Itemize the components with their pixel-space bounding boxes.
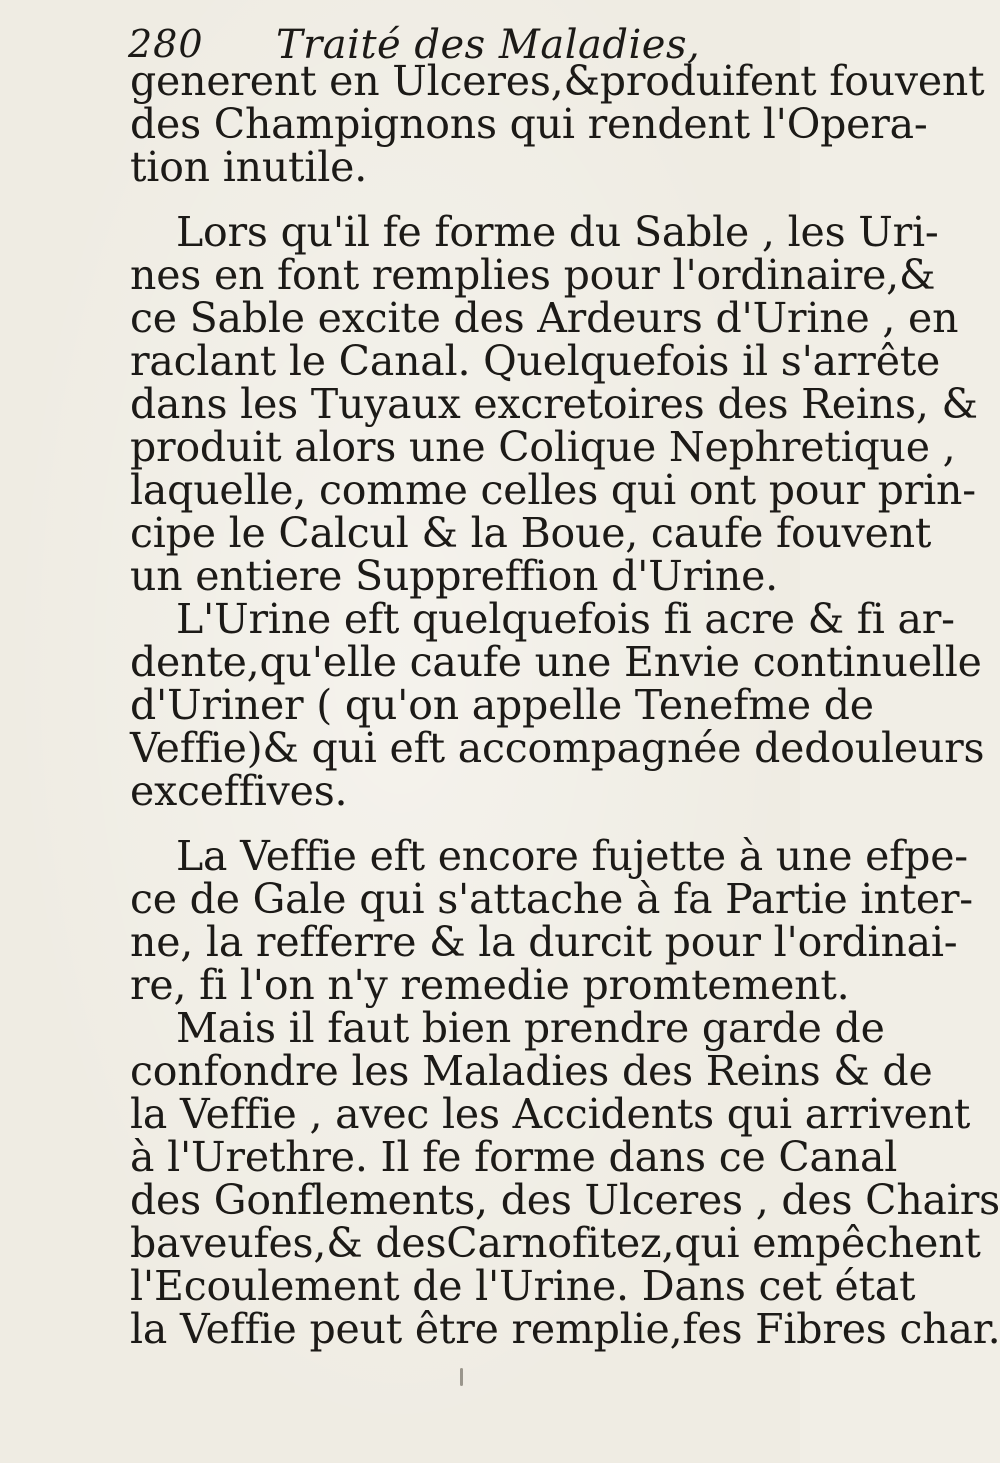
text-line: tion inutile. bbox=[130, 143, 368, 191]
text-line: confondre les Maladies des Reins & de bbox=[130, 1047, 933, 1095]
text-line: exceffives. bbox=[130, 767, 348, 815]
text-line: L'Urine eft quelquefois fi acre & fi ar- bbox=[176, 595, 955, 643]
text-line: laquelle, comme celles qui ont pour prin- bbox=[130, 466, 976, 514]
text-line: des Champignons qui rendent l'Opera- bbox=[130, 100, 928, 148]
text-line: cipe le Calcul & la Boue, caufe fouvent bbox=[130, 509, 932, 557]
text-line: l'Ecoulement de l'Urine. Dans cet état bbox=[130, 1262, 916, 1310]
text-line: ce Sable excite des Ardeurs d'Urine , en bbox=[130, 294, 959, 342]
ink-mark bbox=[460, 1368, 463, 1386]
body-text bbox=[130, 57, 1000, 1353]
text-line: à l'Urethre. Il fe forme dans ce Canal bbox=[130, 1133, 898, 1181]
text-line: ce de Gale qui s'attache à fa Partie inter- bbox=[130, 875, 973, 923]
text-line: d'Uriner ( qu'on appelle Tenefme de bbox=[130, 681, 874, 729]
text-line: la Veffie , avec les Accidents qui arrivent bbox=[130, 1090, 971, 1138]
text-line: baveufes,& desCarnofitez,qui empêchent bbox=[130, 1219, 981, 1267]
text-line: ne, la refferre & la durcit pour l'ordinai- bbox=[130, 918, 958, 966]
text-line: un entiere Suppreffion d'Urine. bbox=[130, 552, 778, 600]
page-number: 280 bbox=[128, 22, 204, 66]
text-line: Mais il faut bien prendre garde de bbox=[176, 1004, 885, 1052]
text-line: raclant le Canal. Quelquefois il s'arrête bbox=[130, 337, 941, 385]
text-line: dans les Tuyaux excretoires des Reins, & bbox=[130, 380, 978, 428]
text-line: Veffie)& qui eft accompagnée dedouleurs bbox=[130, 724, 985, 772]
text-line: la Veffie peut être remplie,fes Fibres char. bbox=[130, 1305, 1000, 1353]
text-line: La Veffie eft encore fujette à une efpe- bbox=[176, 832, 968, 880]
text-line: dente,qu'elle caufe une Envie continuelle bbox=[130, 638, 982, 686]
text-line: Lors qu'il fe forme du Sable , les Uri- bbox=[176, 208, 939, 256]
text-line: nes en font remplies pour l'ordinaire,& bbox=[130, 251, 936, 299]
running-title: Traité des Maladies, bbox=[276, 22, 701, 68]
text-line: produit alors une Colique Nephretique , bbox=[130, 423, 956, 471]
text-line: re, fi l'on n'y remedie promtement. bbox=[130, 961, 850, 1009]
text-line: des Gonflements, des Ulceres , des Chairs bbox=[130, 1176, 1000, 1224]
text-line: generent en Ulceres,&produifent fouvent bbox=[130, 57, 985, 105]
